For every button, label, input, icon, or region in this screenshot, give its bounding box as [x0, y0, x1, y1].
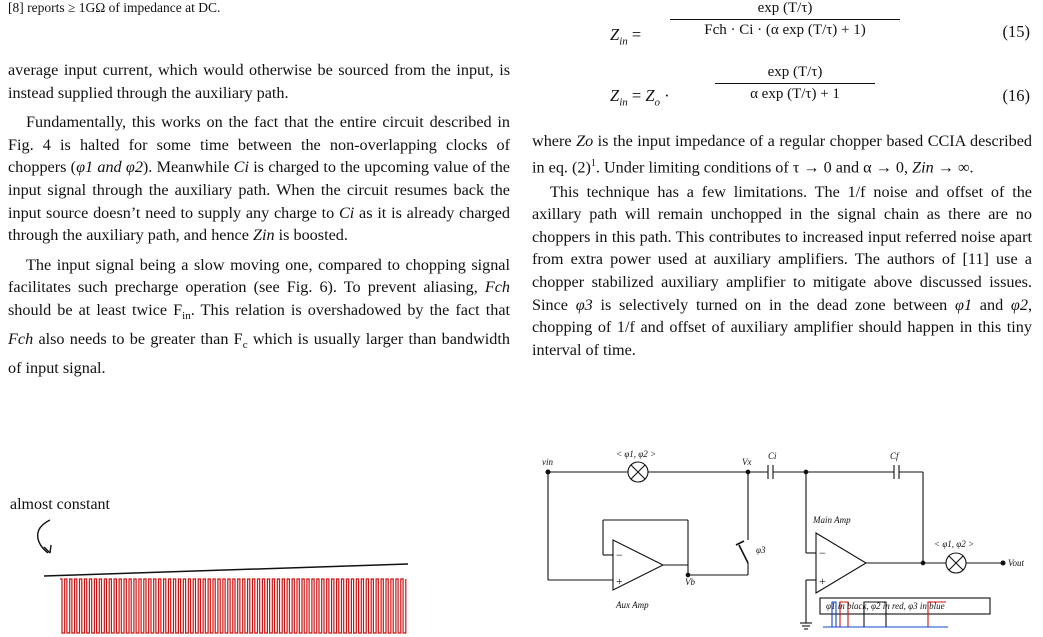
label-aux-amp: Aux Amp — [616, 600, 649, 610]
label-cf: Cf — [890, 451, 899, 461]
left-paragraph-3: The input signal being a slow moving one, compared to chopping signal facilitates such precharge operation (see Fig. 6). To prevent aliasing, Fch should be at least twice $F_{in}$. This relation is overshadowed by the fact that Fch also needs to be greater than $F_c$ which is usually larger than bandwidth of input signal. — [8, 255, 510, 377]
svg-text:+: + — [819, 574, 826, 588]
pulse-train-path — [60, 579, 406, 633]
almost-constant-annotation: almost constant — [10, 496, 110, 513]
svg-text:−: − — [819, 546, 826, 560]
label-chopper-2: < φ1, φ2 > — [934, 539, 975, 549]
svg-text:+: + — [616, 574, 623, 588]
label-chopper-1: < φ1, φ2 > — [616, 449, 657, 459]
vout-node — [1001, 561, 1005, 565]
label-phi3: φ3 — [756, 545, 766, 555]
fch-symbol: Fch — [8, 329, 34, 348]
ci-symbol: Ci — [338, 203, 355, 222]
left-column-text — [8, 59, 510, 379]
svg-text:−: − — [616, 548, 623, 562]
equation-15: $Z_{in}$ = exp (T/τ) Fch · Ci · (α exp (T/τ) + 1) (15) — [610, 0, 1030, 48]
label-vb: Vb — [685, 577, 695, 587]
reference-line: [8] reports ≥ 1GΩ of impedance at DC. — [8, 0, 221, 15]
label-vin: vin — [542, 457, 553, 467]
label-ci: Ci — [768, 451, 777, 461]
left-paragraph-1: average input current, which would otherwise be sourced from the input, is instead supplied through the auxiliary path. — [8, 61, 510, 102]
left-paragraph-2: Fundamentally, this works on the fact that the entire circuit described in Fig. 4 is halted for some time between the non-overlapping clocks of choppers (φ1 and φ2). Meanwhile Ci is charged to the upcoming value of the input signal through the auxiliary path. When the circuit resumes back the input source doesn’t need to supply any charge to Ci as it is already charged through the auxiliary path, and hence Zin is boosted. — [8, 113, 510, 245]
top-left-line — [8, 0, 510, 16]
precharge-waveform-figure — [0, 515, 520, 637]
fch-symbol: Fch — [484, 278, 510, 297]
zin-symbol: Zin — [252, 226, 275, 245]
label-main-amp: Main Amp — [813, 515, 851, 525]
right-paragraph-1: where Zo is the input impedance of a regular chopper based CCIA described in eq. $(2)^1$. Under limiting conditions of τ → 0 and α → 0, Zin → ∞. — [532, 132, 1033, 176]
slow-input-line — [44, 564, 408, 576]
right-column-text — [532, 130, 1032, 361]
phi-symbols: φ1 and φ2 — [76, 158, 143, 177]
chopping-pulse-train — [60, 579, 406, 633]
annotation-arrow — [38, 520, 50, 553]
ci-symbol: Ci — [233, 158, 249, 177]
phi3-switch — [739, 545, 748, 563]
circuit-schematic — [528, 445, 1043, 637]
equation-16: $Z_{in} = Z_o$ · $\frac{\exp (T/\tau)}{\text{α exp (T/τ) + 1}}$ (16) — [610, 64, 1030, 109]
label-vx: Vx — [742, 457, 752, 467]
label-vout: Vout — [1008, 558, 1025, 568]
right-paragraph-2: This technique has a few limitations. The 1/f noise and offset of the axillary path will remain unchopped in the signal chain as there are no choppers in this path. This contributes to increased input referred noise apart from extra power used at auxiliary amplifiers. The authors of [11] use a chopper stabilized auxiliary amplifier to mitigate above discussed issues. Since φ3 is selectively turned on in the dead zone between φ1 and φ2, chopping of 1/f and offset of auxiliary amplifier should happen in this tiny interval of time. — [532, 182, 1033, 359]
label-clock-legend: φ1 in black, φ2 in red, φ3 in blue — [826, 601, 945, 611]
